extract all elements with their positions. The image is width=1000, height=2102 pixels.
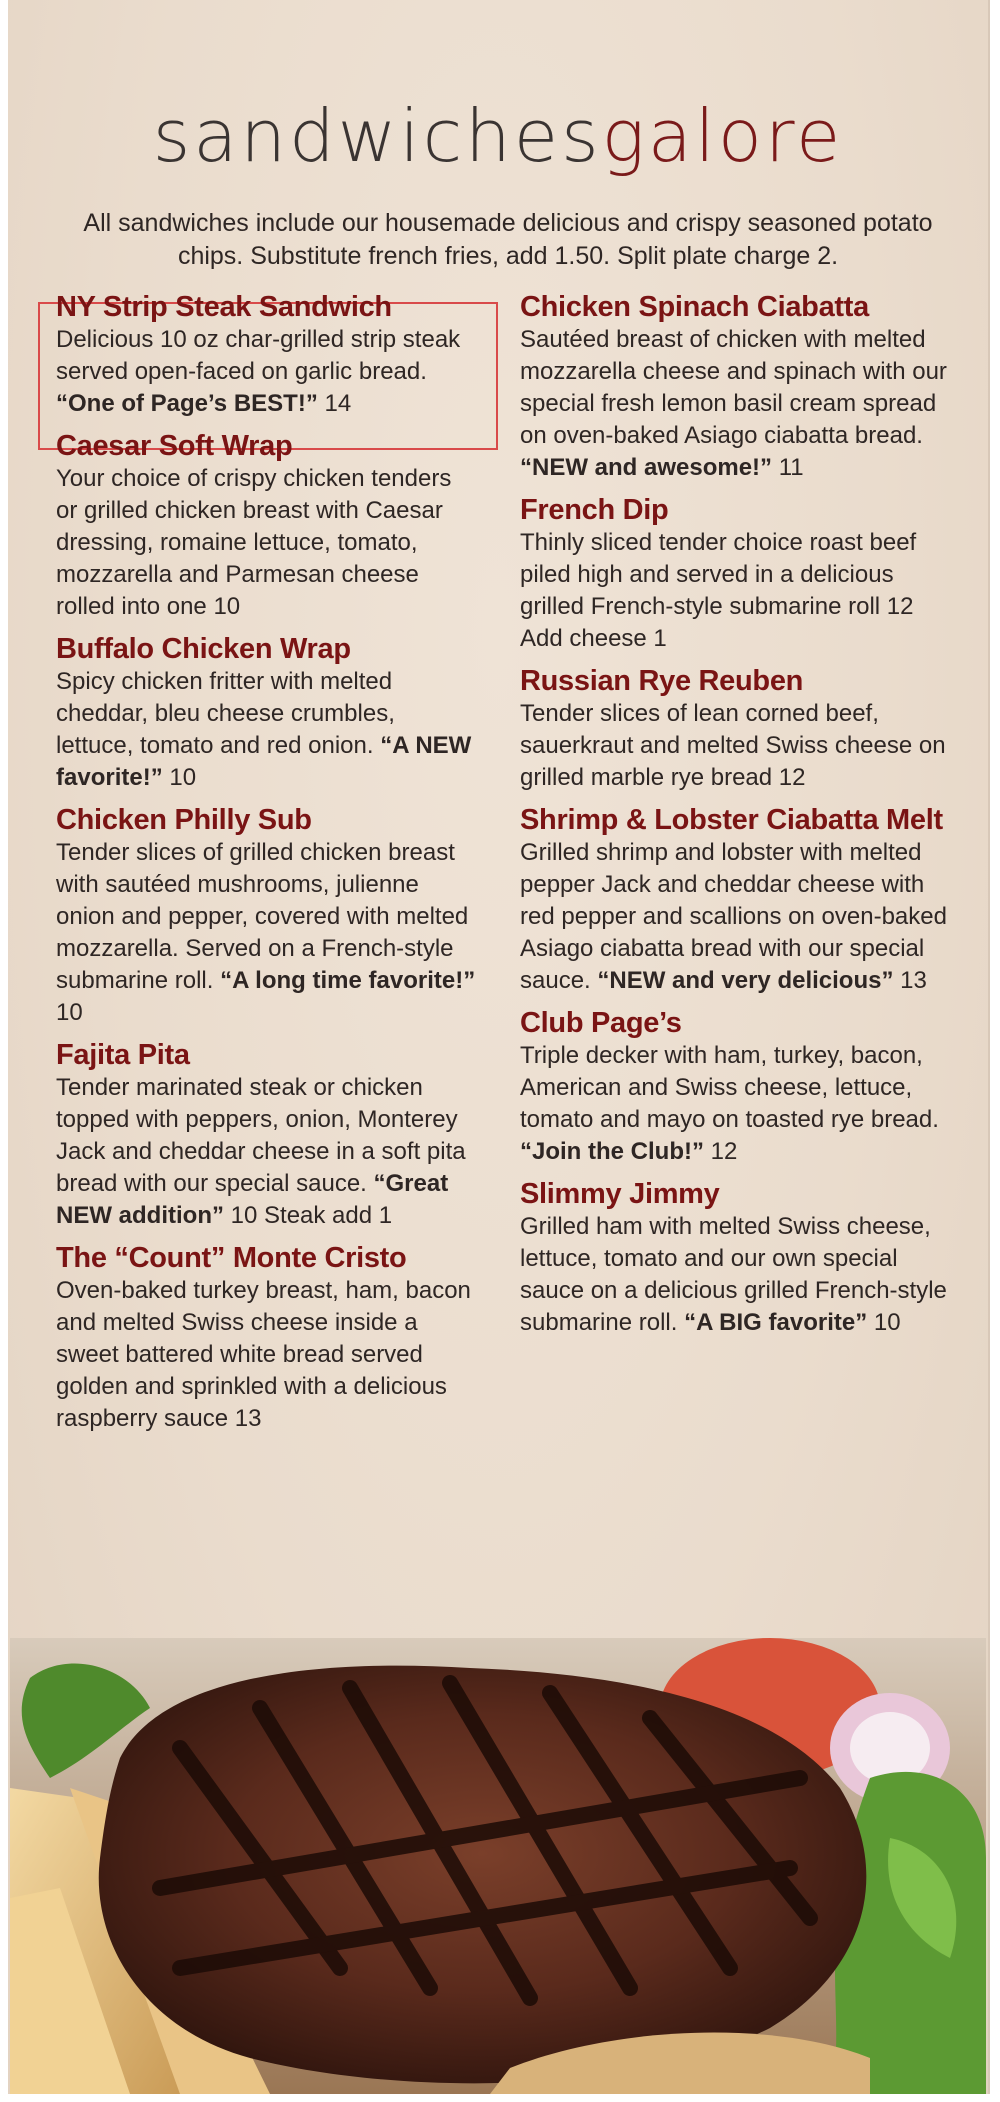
menu-item (56, 803, 476, 1029)
item-name: French Dip (520, 494, 669, 526)
item-price: 11 (772, 454, 804, 481)
menu-item (56, 429, 476, 623)
menu-item (56, 1241, 476, 1435)
menu-item (520, 1177, 960, 1339)
item-quote: “A BIG favorite” (684, 1309, 868, 1336)
item-quote: “Great NEW addition” (56, 1170, 449, 1229)
item-name: The “Count” Monte Cristo (56, 1242, 407, 1274)
item-quote: “A NEW favorite!” (56, 732, 472, 791)
item-quote: “A long time favorite!” (220, 967, 476, 994)
item-name: Club Page’s (520, 1007, 682, 1039)
menu-item (520, 664, 960, 794)
title-part1: sandwiches (152, 94, 602, 178)
menu-column-left (56, 290, 476, 1444)
item-description: Delicious 10 oz char-grilled strip steak served open-faced on garlic bread. “One of Page’s BEST!” 14 (56, 326, 461, 417)
menu-column-right (520, 290, 960, 1348)
item-price: 12 (703, 1138, 738, 1165)
intro-text: All sandwiches include our housemade delicious and crispy seasoned potato chips. Substitute french fries, add 1.50. Split plate charge 2. (83, 209, 933, 270)
item-description: Triple decker with ham, turkey, bacon, American and Swiss cheese, lettuce, tomato and mayo on toasted rye bread. “Join the Club!” 12 (520, 1042, 939, 1165)
item-name: Russian Rye Reuben (520, 665, 804, 697)
item-description: Your choice of crispy chicken tenders or grilled chicken breast with Caesar dressing, romaine lettuce, tomato, mozzarella and Parmesan cheese rolled into one 10 (56, 465, 452, 620)
menu-page (8, 0, 990, 2094)
menu-item (520, 1006, 960, 1168)
menu-item (56, 290, 476, 420)
item-name: Slimmy Jimmy (520, 1178, 720, 1210)
item-quote: “NEW and awesome!” (520, 454, 773, 481)
menu-item (56, 1038, 476, 1232)
steak-photo (10, 1638, 986, 2094)
item-name: Shrimp & Lobster Ciabatta Melt (520, 804, 943, 836)
menu-item (520, 290, 960, 484)
item-quote: “Join the Club!” (520, 1138, 704, 1165)
menu-item (520, 803, 960, 997)
item-description: Grilled ham with melted Swiss cheese, lettuce, tomato and our own special sauce on a delicious grilled French-style submarine roll. “A BIG favorite” 10 (520, 1213, 947, 1336)
item-name: Buffalo Chicken Wrap (56, 633, 351, 665)
item-price: 10 (867, 1309, 901, 1336)
item-name: Chicken Philly Sub (56, 804, 312, 836)
menu-item (520, 493, 960, 655)
title-part2: galore (601, 94, 844, 178)
item-price: 14 (317, 390, 352, 417)
item-quote: “One of Page’s BEST!” (56, 390, 318, 417)
item-name: Chicken Spinach Ciabatta (520, 291, 869, 323)
item-description: Spicy chicken fritter with melted cheddar, bleu cheese crumbles, lettuce, tomato and red onion. “A NEW favorite!” 10 (56, 668, 472, 791)
item-price: 10 Steak add 1 (223, 1202, 393, 1229)
item-description: Tender marinated steak or chicken topped with peppers, onion, Monterey Jack and cheddar cheese in a soft pita bread with our special sauce. “Great NEW addition” 10 Steak add 1 (56, 1074, 466, 1229)
menu-item (56, 632, 476, 794)
item-name: Fajita Pita (56, 1039, 190, 1071)
item-price: 13 (893, 967, 927, 994)
item-quote: “NEW and very delicious” (597, 967, 894, 994)
item-description: Tender slices of grilled chicken breast with sautéed mushrooms, julienne onion and pepper, covered with melted mozzarella. Served on a French-style submarine roll. “A long time favorite!” 10 (56, 839, 476, 1026)
item-name: NY Strip Steak Sandwich (56, 291, 392, 323)
item-description: Tender slices of lean corned beef, sauerkraut and melted Swiss cheese on grilled marble rye bread 12 (520, 700, 946, 791)
item-description: Sautéed breast of chicken with melted mozzarella cheese and spinach with our special fresh lemon basil cream spread on oven-baked Asiago ciabatta bread. “NEW and awesome!” 11 (520, 326, 947, 481)
item-name: Caesar Soft Wrap (56, 430, 293, 462)
item-description: Thinly sliced tender choice roast beef piled high and served in a delicious grilled French-style submarine roll 12 Add cheese 1 (520, 529, 917, 652)
item-price: 10 (162, 764, 197, 791)
page-title (8, 94, 988, 178)
item-description: Oven-baked turkey breast, ham, bacon and melted Swiss cheese inside a sweet battered white bread served golden and sprinkled with a delicious raspberry sauce 13 (56, 1277, 471, 1432)
item-description: Grilled shrimp and lobster with melted pepper Jack and cheddar cheese with red pepper and scallions on oven-baked Asiago ciabatta bread with our special sauce. “NEW and very delicious” 13 (520, 839, 947, 994)
steak-illustration (10, 1638, 986, 2094)
item-price: 10 (56, 999, 83, 1026)
